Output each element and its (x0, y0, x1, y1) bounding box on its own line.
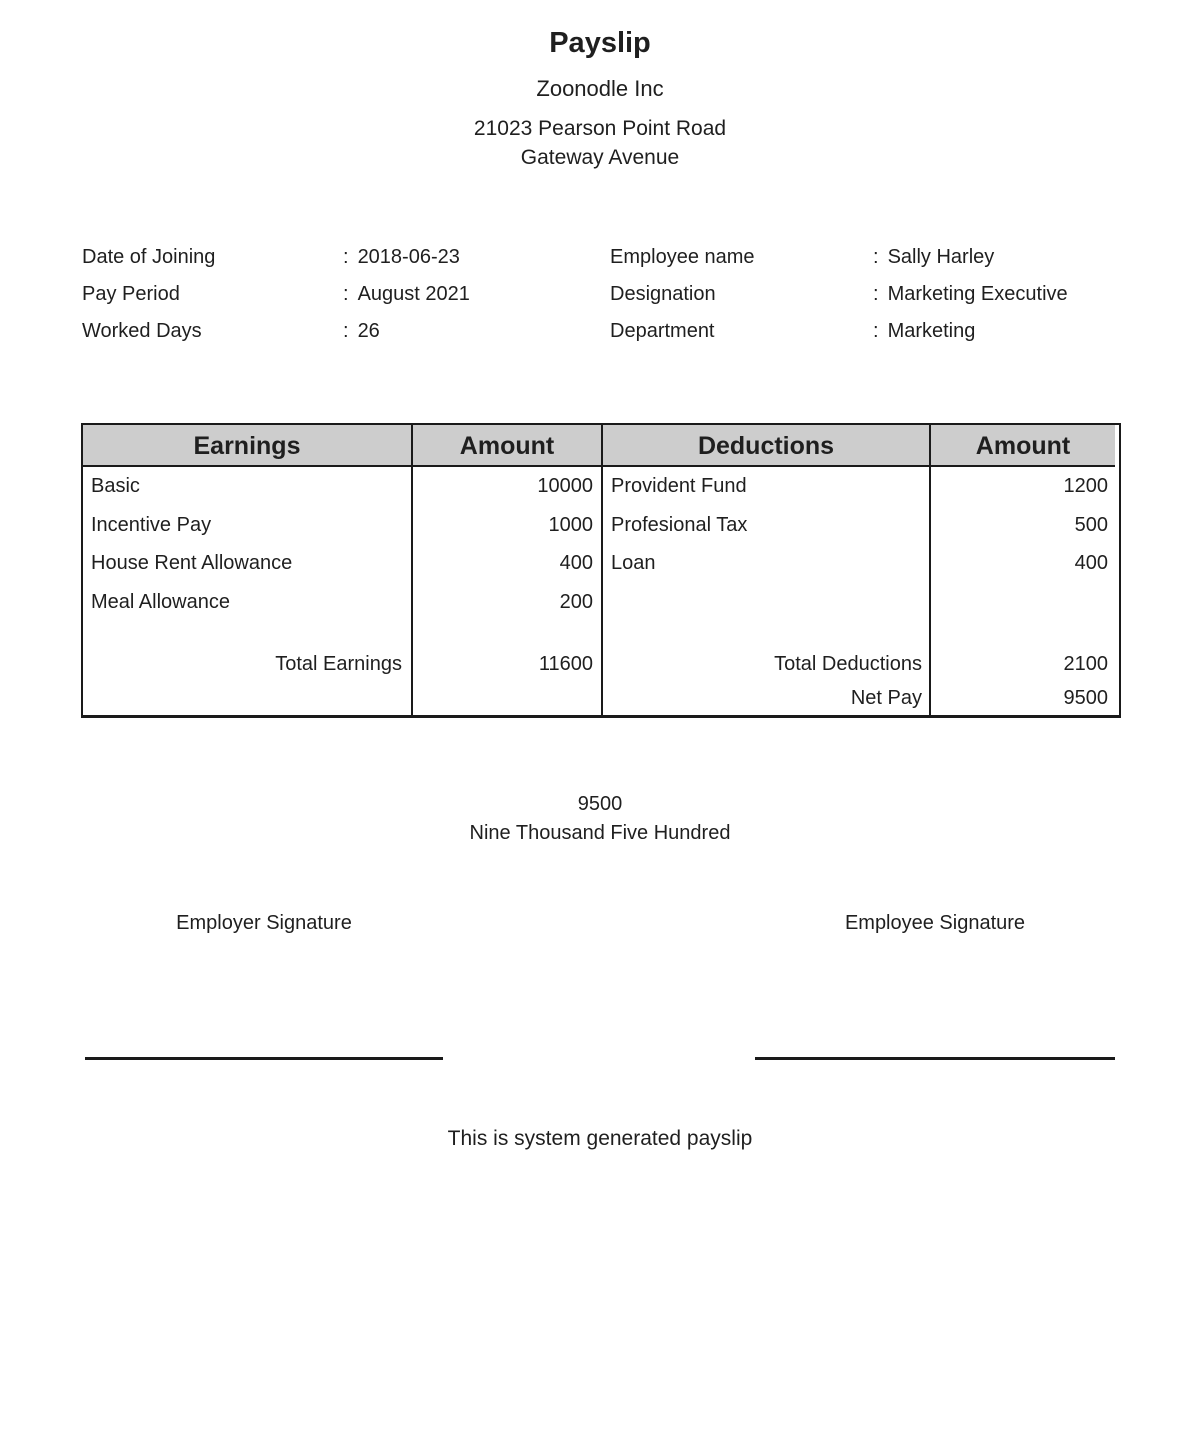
empty-cell (83, 681, 411, 715)
employee-name-label: Employee name (610, 246, 755, 268)
date-of-joining-value (343, 239, 470, 276)
total-earnings-label: Total Earnings (275, 653, 402, 675)
deductions-column-header: Deductions (603, 425, 931, 467)
department-value (873, 313, 1068, 350)
employer-signature-line (85, 1057, 443, 1060)
colon-separator: : (343, 246, 349, 268)
deductions-amount-column-header: Amount (931, 425, 1115, 467)
info-right-values (873, 239, 1068, 350)
colon-separator: : (343, 283, 349, 305)
worked-days-label: Worked Days (82, 320, 202, 342)
department-text: Marketing (887, 320, 976, 342)
total-earnings-value: 11600 (538, 653, 593, 675)
department-label: Department (610, 320, 715, 342)
pay-period-text: August 2021 (357, 283, 470, 305)
info-left-labels (82, 239, 215, 350)
company-address (0, 114, 1200, 172)
employee-name-value (873, 239, 1068, 276)
net-pay-amount-in-words: Nine Thousand Five Hundred (469, 822, 731, 844)
deductions-amount-totals (931, 647, 1115, 715)
earning-row-amount: 10000 (537, 475, 593, 497)
employee-signature-label: Employee Signature (844, 912, 1026, 934)
earnings-labels-cell (83, 467, 413, 715)
deduction-row-amount: 1200 (1063, 475, 1108, 497)
earnings-amount-totals (413, 647, 601, 715)
salary-table (81, 423, 1121, 718)
earning-row-amount: 1000 (548, 513, 593, 536)
deduction-row-amount: 500 (1074, 513, 1108, 536)
earning-row-label: Incentive Pay (91, 513, 212, 536)
total-deductions-value: 2100 (1063, 653, 1108, 675)
address-line-1: 21023 Pearson Point Road (473, 117, 727, 140)
earnings-totals (83, 647, 411, 715)
salary-table-body (83, 467, 1119, 715)
deduction-row-label: Loan (611, 552, 656, 574)
employee-name-text: Sally Harley (887, 246, 995, 268)
earning-row-amount: 200 (559, 590, 593, 613)
address-line-2: Gateway Avenue (520, 146, 680, 169)
total-deductions-label: Total Deductions (774, 653, 922, 675)
worked-days-text: 26 (357, 320, 380, 342)
earning-row-label: House Rent Allowance (91, 552, 293, 574)
colon-separator: : (873, 246, 879, 268)
designation-value (873, 276, 1068, 313)
info-right-labels (610, 239, 755, 350)
salary-table-header (83, 425, 1119, 467)
pay-period-label: Pay Period (82, 283, 180, 305)
earning-row-label: Basic (91, 475, 140, 497)
deductions-labels-cell (603, 467, 931, 715)
deductions-amounts-cell (931, 467, 1115, 715)
date-of-joining-text: 2018-06-23 (357, 246, 460, 268)
earnings-column-header: Earnings (83, 425, 413, 467)
designation-label: Designation (610, 283, 716, 305)
empty-cell (413, 681, 601, 715)
deduction-row-label: Provident Fund (611, 475, 747, 497)
earning-row-label: Meal Allowance (91, 590, 230, 613)
worked-days-value (343, 313, 470, 350)
employee-signature-line (755, 1057, 1115, 1060)
company-name: Zoonodle Inc (536, 76, 664, 101)
net-pay-value: 9500 (1063, 687, 1108, 709)
colon-separator: : (873, 283, 879, 305)
net-pay-amount: 9500 (577, 793, 623, 815)
earning-row-amount: 400 (559, 552, 593, 574)
date-of-joining-label: Date of Joining (82, 246, 216, 268)
earnings-amounts-cell (413, 467, 603, 715)
deduction-row-label: Profesional Tax (611, 513, 748, 536)
designation-text: Marketing Executive (887, 283, 1068, 305)
net-pay-label: Net Pay (850, 687, 922, 709)
page-title: Payslip (549, 27, 651, 59)
colon-separator: : (343, 320, 349, 342)
info-left-values (343, 239, 470, 350)
colon-separator: : (873, 320, 879, 342)
earnings-amount-column-header: Amount (413, 425, 603, 467)
net-pay-summary (0, 790, 1200, 848)
deduction-row-amount: 400 (1074, 552, 1108, 574)
employer-signature-label: Employer Signature (176, 912, 352, 934)
deductions-totals (603, 647, 929, 715)
footer-note: This is system generated payslip (447, 1127, 753, 1150)
pay-period-value (343, 276, 470, 313)
